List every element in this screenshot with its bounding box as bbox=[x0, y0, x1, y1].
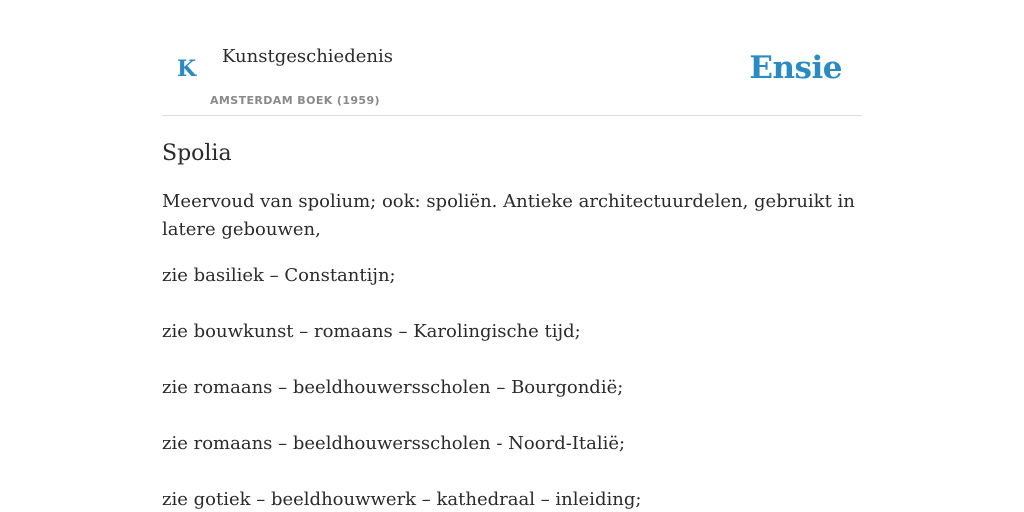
book-header bbox=[162, 0, 862, 116]
book-subtitle: AMSTERDAM BOEK (1959) bbox=[210, 94, 380, 107]
book-title-link[interactable]: Kunstgeschiedenis bbox=[222, 46, 393, 67]
reference-item: zie romaans – beeldhouwersscholen - Noord-Italië; bbox=[162, 433, 626, 454]
reference-list bbox=[162, 264, 862, 512]
ensie-logo-link[interactable]: Ensie bbox=[749, 50, 842, 86]
reference-item: zie gotiek – beeldhouwwerk – kathedraal – inleiding; bbox=[162, 489, 642, 510]
book-logo-link[interactable]: K bbox=[177, 56, 197, 82]
entry-title: Spolia bbox=[162, 141, 232, 166]
entry-definition: Meervoud van spolium; ook: spoliën. Antieke architectuurdelen, gebruikt in latere gebouwen, bbox=[162, 191, 855, 240]
reference-item: zie romaans – beeldhouwersscholen – Bourgondië; bbox=[162, 377, 624, 398]
reference-item: zie bouwkunst – romaans – Karolingische tijd; bbox=[162, 321, 581, 342]
entry-content bbox=[162, 138, 862, 512]
reference-item: zie basiliek – Constantijn; bbox=[162, 265, 396, 286]
